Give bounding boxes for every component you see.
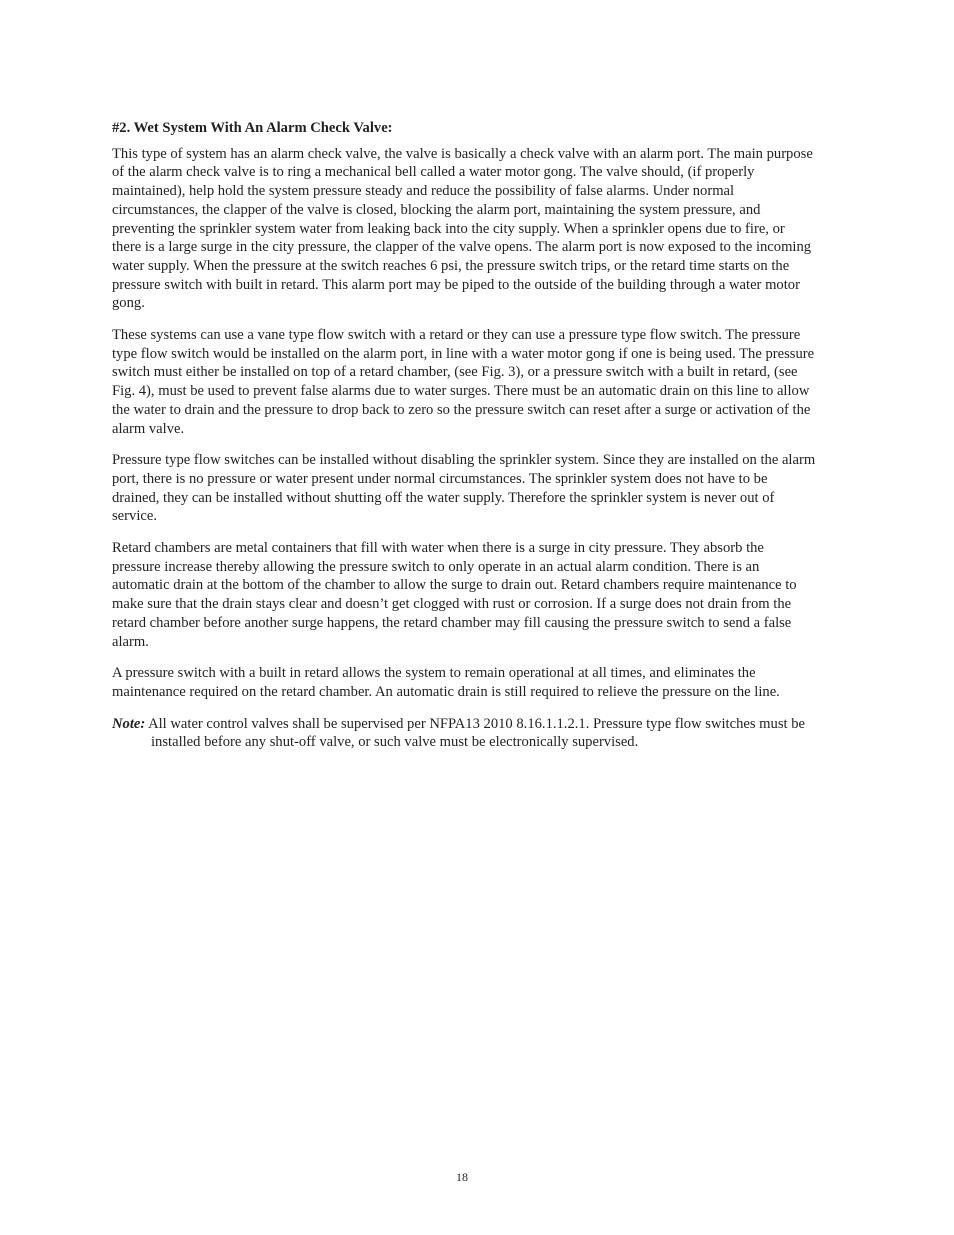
document-body xyxy=(112,119,816,752)
section-heading: #2. Wet System With An Alarm Check Valve: xyxy=(112,120,393,136)
paragraph-installation: Pressure type flow switches can be installed without disabling the sprinkler system. Since they are installed on the alarm port, there is no pressure or water present under normal circumstances. The sprinkler system does not have to be drained, they can be installed without shutting off the water supply. Therefore the sprinkler system is never out of service. xyxy=(112,452,816,525)
page-number: 18 xyxy=(456,1170,468,1184)
paragraph-retard-chambers: Retard chambers are metal containers that fill with water when there is a surge in city pressure. They absorb the pressure increase thereby allowing the pressure switch to only operate in an actual alarm condition. There is an automatic drain at the bottom of the chamber to allow the surge to drain out. Retard chambers require maintenance to make sure that the drain stays clear and doesn’t get clogged with rust or corrosion. If a surge does not drain from the retard chamber before another surge happens, the retard chamber may fill causing the pressure switch to send a false alarm. xyxy=(112,540,797,650)
note-block xyxy=(112,715,816,752)
paragraph-flow-switch-types: These systems can use a vane type flow switch with a retard or they can use a pressure type flow switch. The pressure type flow switch would be installed on the alarm port, in line with a water motor gong if one is being used. The pressure switch must either be installed on top of a retard chamber, (see Fig. 3), or a pressure switch with a built in retard, (see Fig. 4), must be used to prevent false alarms due to water surges. There must be an automatic drain on this line to allow the water to drain and the pressure to drop back to zero so the pressure switch can reset after a surge or activation of the alarm valve. xyxy=(112,327,815,437)
paragraph-built-in-retard: A pressure switch with a built in retard allows the system to remain operational at all times, and eliminates the maintenance required on the retard chamber. An automatic drain is still required to relieve the pressure on the line. xyxy=(112,665,780,700)
paragraph-alarm-check-valve: This type of system has an alarm check valve, the valve is basically a check valve with an alarm port. The main purpose of the alarm check valve is to ring a mechanical bell called a water motor gong. The valve should, (if properly maintained), help hold the system pressure steady and reduce the possibility of false alarms. Under normal circumstances, the clapper of the valve is closed, blocking the alarm port, maintaining the system pressure, and preventing the sprinkler system water from leaking back into the city supply. When a sprinkler opens due to fire, or there is a large surge in the city pressure, the clapper of the valve opens. The alarm port is now exposed to the incoming water supply. When the pressure at the switch reaches 6 psi, the pressure switch trips, or the retard time starts on the pressure switch with built in retard. This alarm port may be piped to the outside of the building through a water motor gong. xyxy=(112,145,813,312)
note-label: Note: xyxy=(112,715,146,732)
note-text: All water control valves shall be supervised per NFPA13 2010 8.16.1.1.2.1. Pressure type flow switches must be installed before any shut-off valve, or such valve must be electronically supervised. xyxy=(145,715,805,751)
